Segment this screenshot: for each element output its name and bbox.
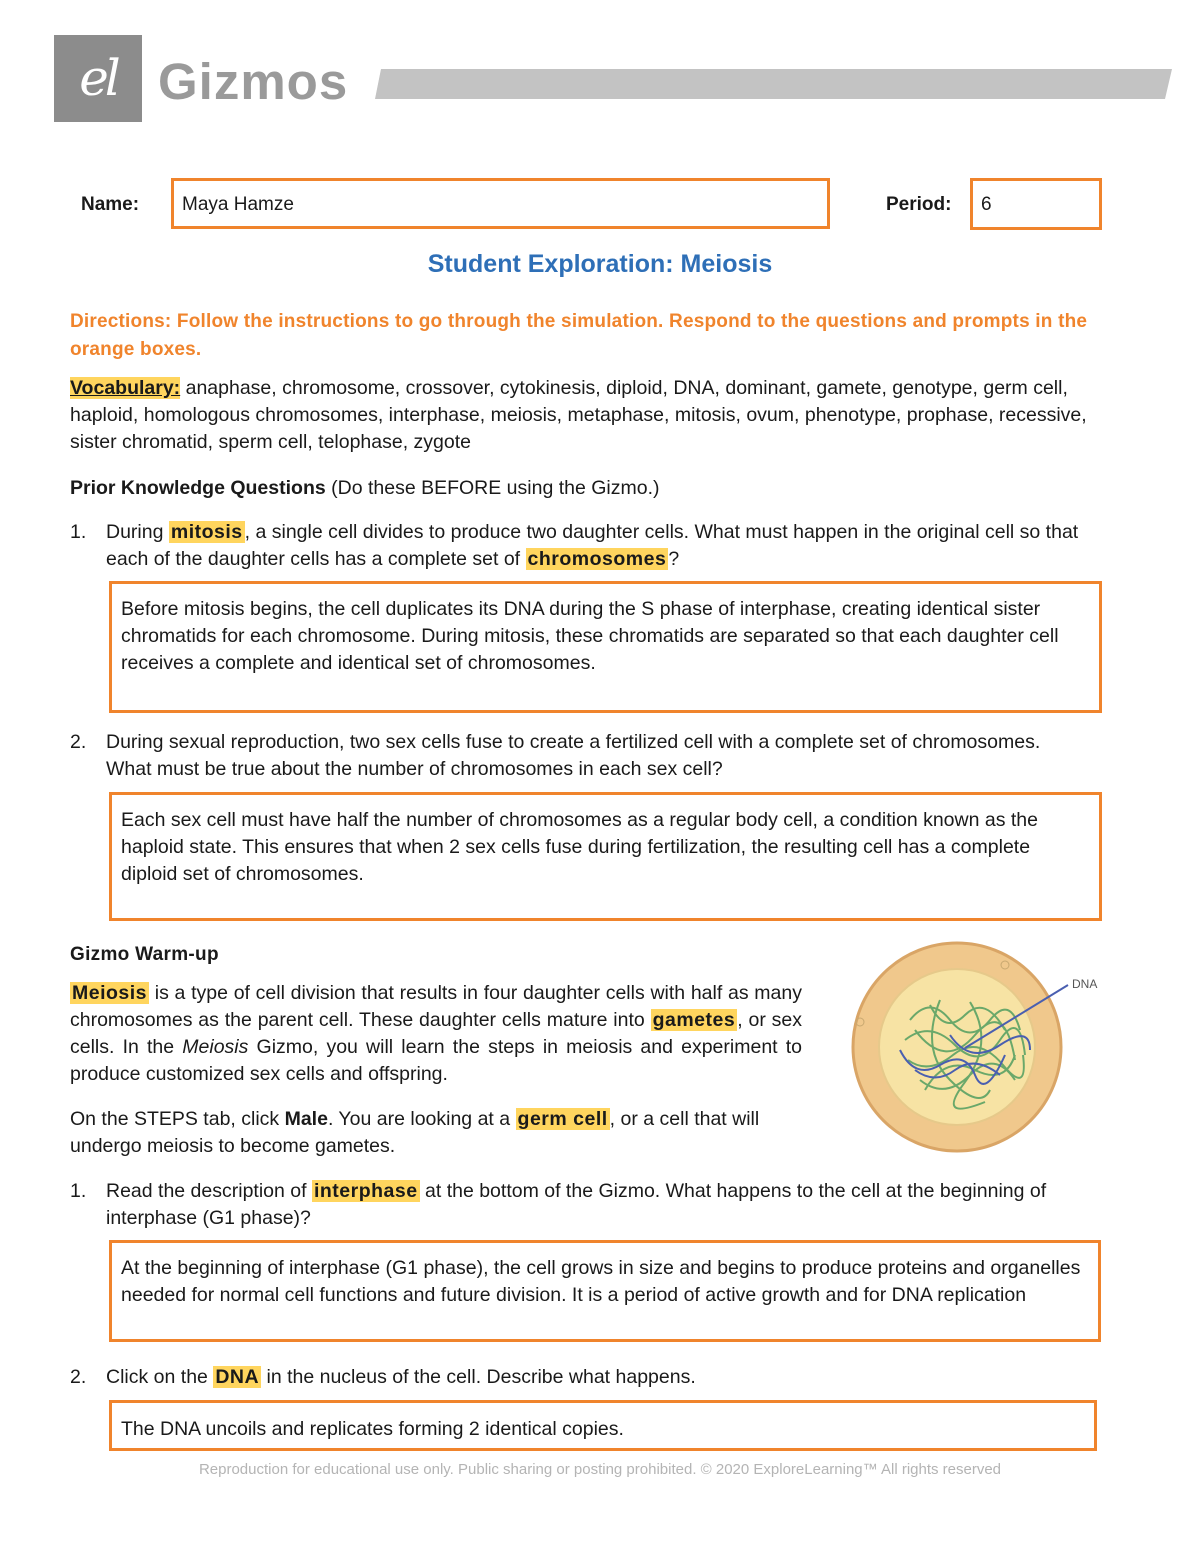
period-label: Period:: [886, 194, 952, 215]
warmup-heading: Gizmo Warm-up: [70, 944, 219, 965]
q-text: in the nucleus of the cell. Describe what happens.: [261, 1366, 696, 1388]
warmup-question-1: [106, 1178, 1121, 1232]
highlight-chromosomes: chromosomes: [527, 548, 667, 570]
period-field[interactable]: 6: [970, 178, 1102, 230]
p-italic: Meiosis: [182, 1036, 249, 1058]
p-text: . You are looking at a: [327, 1108, 516, 1130]
warmup-question-2: [106, 1364, 1106, 1391]
answer-box-warmup-1[interactable]: At the beginning of interphase (G1 phase), the cell grows in size and begins to produce proteins and organelles needed for normal cell functions and future division. It is a period of active growth and for DNA replication: [109, 1240, 1101, 1342]
q-text: , a single cell divides to produce two daughter cells. What must happen in the original cell so that each of the daughter cells has a complete set of: [106, 521, 1079, 570]
question-number: 2.: [70, 1366, 87, 1388]
answer-box-warmup-2[interactable]: The DNA uncoils and replicates forming 2 identical copies.: [109, 1400, 1097, 1451]
question-number: 1.: [70, 521, 87, 543]
dna-label: DNA: [1072, 977, 1098, 991]
brand-title: Gizmos: [158, 53, 349, 110]
page-title: Student Exploration: Meiosis: [427, 250, 773, 278]
highlight-meiosis: Meiosis: [72, 982, 148, 1004]
p-text: , or a cell that will undergo meiosis to become gametes.: [70, 1108, 760, 1157]
warmup-paragraph-1: [70, 980, 802, 1088]
p-text: On the STEPS tab, click: [70, 1108, 285, 1130]
directions-text: Directions: Follow the instructions to go through the simulation. Respond to the questions and prompts in the orange boxes.: [70, 311, 1088, 360]
prior-question-1: [106, 519, 1121, 573]
highlight-dna: DNA: [215, 1366, 260, 1388]
question-number: 2.: [70, 731, 87, 753]
answer-box-prior-2[interactable]: Each sex cell must have half the number of chromosomes as a regular body cell, a condition known as the haploid state. This ensures that when 2 sex cells fuse during fertilization, the resulting cell has a complete diploid set of chromosomes.: [109, 792, 1102, 921]
highlight-mitosis: mitosis: [170, 521, 243, 543]
male-button-ref: Male: [284, 1108, 328, 1130]
highlight-germ-cell: germ cell: [517, 1108, 608, 1130]
question-number: 1.: [70, 1180, 87, 1202]
name-field[interactable]: Maya Hamze: [171, 178, 830, 229]
q-text: ?: [668, 548, 680, 570]
q-text: During: [106, 521, 169, 543]
q-text: Read the description of: [106, 1180, 312, 1202]
prior-heading-text: Prior Knowledge Questions: [70, 477, 326, 499]
highlight-interphase: interphase: [313, 1180, 418, 1202]
vocabulary-label: Vocabulary:: [70, 377, 181, 399]
explorelearning-logo: el: [79, 49, 117, 107]
prior-question-2: During sexual reproduction, two sex cells fuse to create a fertilized cell with a complete set of chromosomes. What must be true about the number of chromosomes in each sex cell?: [106, 731, 1041, 780]
footer-copyright: Reproduction for educational use only. Public sharing or posting prohibited. © 2020 ExploreLearning™ All rights reserved: [198, 1461, 1002, 1478]
vocabulary-list: anaphase, chromosome, crossover, cytokinesis, diploid, DNA, dominant, gamete, genotype, germ cell, haploid, homologous chromosomes, interphase, meiosis, metaphase, mitosis, ovum, phenotype, prophase, recessive, sister chromatid, sperm cell, telophase, zygote: [70, 377, 1087, 453]
p-text: Gizmo, you will learn the steps in meiosis and experiment to produce customized sex cells and offspring.: [70, 1036, 802, 1085]
q-text: at the bottom of the Gizmo. What happens to the cell at the beginning of interphase (G1 phase)?: [106, 1180, 1047, 1229]
q-text: Click on the: [106, 1366, 214, 1388]
p-text: , or sex cells. In the: [70, 1009, 802, 1058]
prior-knowledge-heading: [70, 475, 1130, 502]
vocabulary-paragraph: [70, 375, 1130, 456]
answer-box-prior-1[interactable]: Before mitosis begins, the cell duplicates its DNA during the S phase of interphase, creating identical sister chromatids for each chromosome. During mitosis, these chromatids are separated so that each daughter cell receives a complete and identical set of chromosomes.: [109, 581, 1102, 713]
name-label: Name:: [81, 194, 140, 215]
header-bar: [375, 69, 1172, 99]
highlight-gametes: gametes: [652, 1009, 736, 1031]
p-text: is a type of cell division that results in four daughter cells with half as many chromosomes as the parent cell. These daughter cells mature into: [70, 982, 802, 1031]
warmup-paragraph-2: [70, 1106, 770, 1160]
germ-cell-figure: [840, 940, 1130, 1155]
prior-heading-note: (Do these BEFORE using the Gizmo.): [325, 477, 660, 499]
